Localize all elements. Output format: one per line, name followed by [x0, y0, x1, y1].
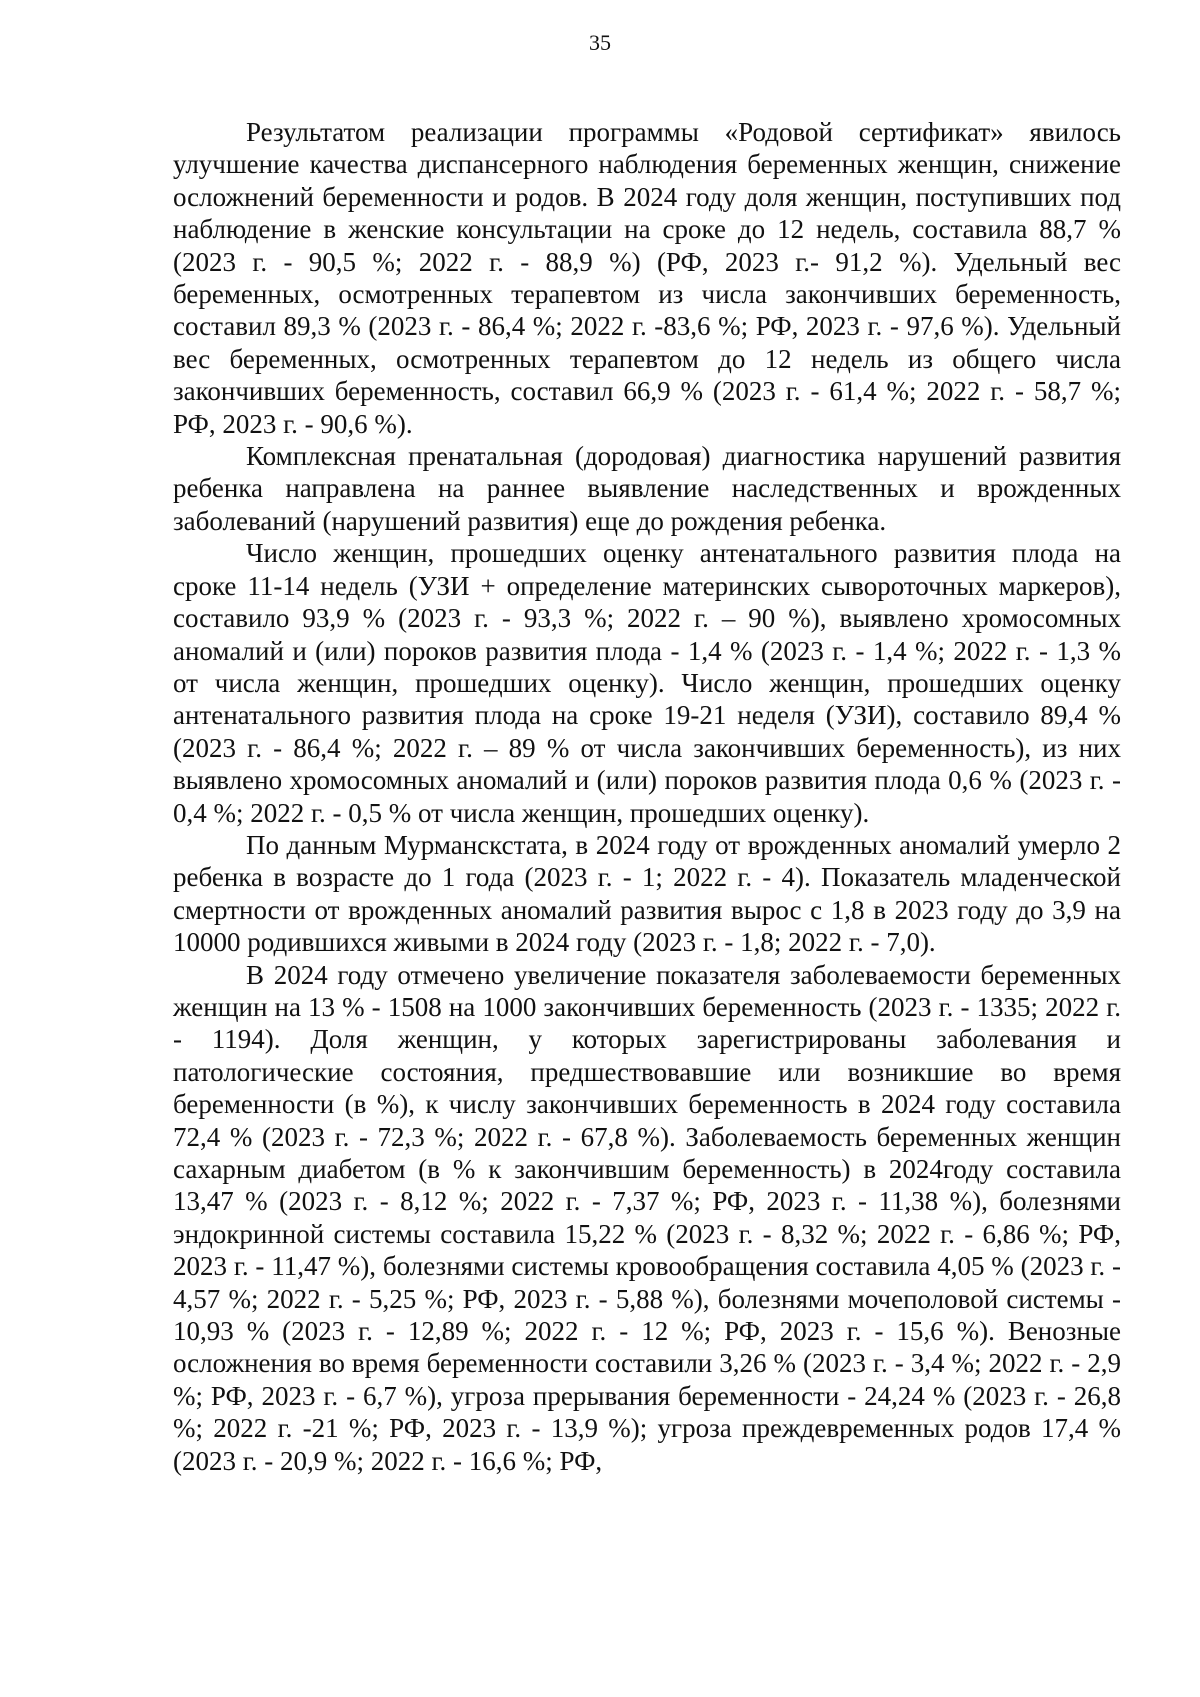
page-number: 35: [589, 30, 611, 55]
paragraph-rodovoy-sertifikat: Результатом реализации программы «Родовой сертификат» явилось улучшение качества диспансерного наблюдения беременных женщин, снижение осложнений беременности и родов. В 2024 году доля женщин, поступивших под наблюдение в женские консультации на сроке до 12 недель, составила 88,7 % (2023 г. - 90,5 %; 2022 г. - 88,9 %) (РФ, 2023 г.- 91,2 %). Удельный вес беременных, осмотренных терапевтом из числа закончивших беременность, составил 89,3 % (2023 г. - 86,4 %; 2022 г. -83,6 %; РФ, 2023 г. - 97,6 %). Удельный вес беременных, осмотренных терапевтом до 12 недель из общего числа закончивших беременность, составил 66,9 % (2023 г. - 61,4 %; 2022 г. - 58,7 %; РФ, 2023 г. - 90,6 %).: [173, 117, 1121, 439]
paragraph-pregnancy-morbidity: В 2024 году отмечено увеличение показателя заболеваемости беременных женщин на 13 % - 1508 на 1000 закончивших беременность (2023 г. - 1335; 2022 г. - 1194). Доля женщин, у которых зарегистрированы заболевания и патологические состояния, предшествовавшие или возникшие во время беременности (в %), к числу закончивших беременность в 2024 году составила 72,4 % (2023 г. - 72,3 %; 2022 г. - 67,8 %). Заболеваемость беременных женщин сахарным диабетом (в % к закончившим беременность) в 2024году составила 13,47 % (2023 г. - 8,12 %; 2022 г. - 7,37 %; РФ, 2023 г. - 11,38 %), болезнями эндокринной системы составила 15,22 % (2023 г. - 8,32 %; 2022 г. - 6,86 %; РФ, 2023 г. - 11,47 %), болезнями системы кровообращения составила 4,05 % (2023 г. - 4,57 %; 2022 г. - 5,25 %; РФ, 2023 г. - 5,88 %), болезнями мочеполовой системы - 10,93 % (2023 г. - 12,89 %; 2022 г. - 12 %; РФ, 2023 г. - 15,6 %). Венозные осложнения во время беременности составили 3,26 % (2023 г. - 3,4 %; 2022 г. - 2,9 %; РФ, 2023 г. - 6,7 %), угроза прерывания беременности - 24,24 % (2023 г. - 26,8 %; 2022 г. -21 %; РФ, 2023 г. - 13,9 %); угроза преждевременных родов 17,4 % (2023 г. - 20,9 %; 2022 г. - 16,6 %; РФ,: [173, 959, 1121, 1476]
document-body: [173, 116, 1121, 1477]
paragraph-antenatal-assessment: Число женщин, прошедших оценку антенатального развития плода на сроке 11-14 недель (УЗИ + определение материнских сывороточных маркеров), составило 93,9 % (2023 г. - 93,3 %; 2022 г. – 90 %), выявлено хромосомных аномалий и (или) пороков развития плода - 1,4 % (2023 г. - 1,4 %; 2022 г. - 1,3 % от числа женщин, прошедших оценку). Число женщин, прошедших оценку антенатального развития плода на сроке 19-21 неделя (УЗИ), составило 89,4 % (2023 г. - 86,4 %; 2022 г. – 89 % от числа закончивших беременность), из них выявлено хромосомных аномалий и (или) пороков развития плода 0,6 % (2023 г. - 0,4 %; 2022 г. - 0,5 % от числа женщин, прошедших оценку).: [173, 538, 1121, 828]
paragraph-infant-mortality: По данным Мурманскстата, в 2024 году от врожденных аномалий умерло 2 ребенка в возрасте до 1 года (2023 г. - 1; 2022 г. - 4). Показатель младенческой смертности от врожденных аномалий развития вырос с 1,8 в 2023 году до 3,9 на 10000 родившихся живыми в 2024 году (2023 г. - 1,8; 2022 г. - 7,0).: [173, 829, 1121, 958]
paragraph-prenatal-diagnostics: Комплексная пренатальная (дородовая) диагностика нарушений развития ребенка направлена на раннее выявление наследственных и врожденных заболеваний (нарушений развития) еще до рождения ребенка.: [173, 441, 1121, 536]
